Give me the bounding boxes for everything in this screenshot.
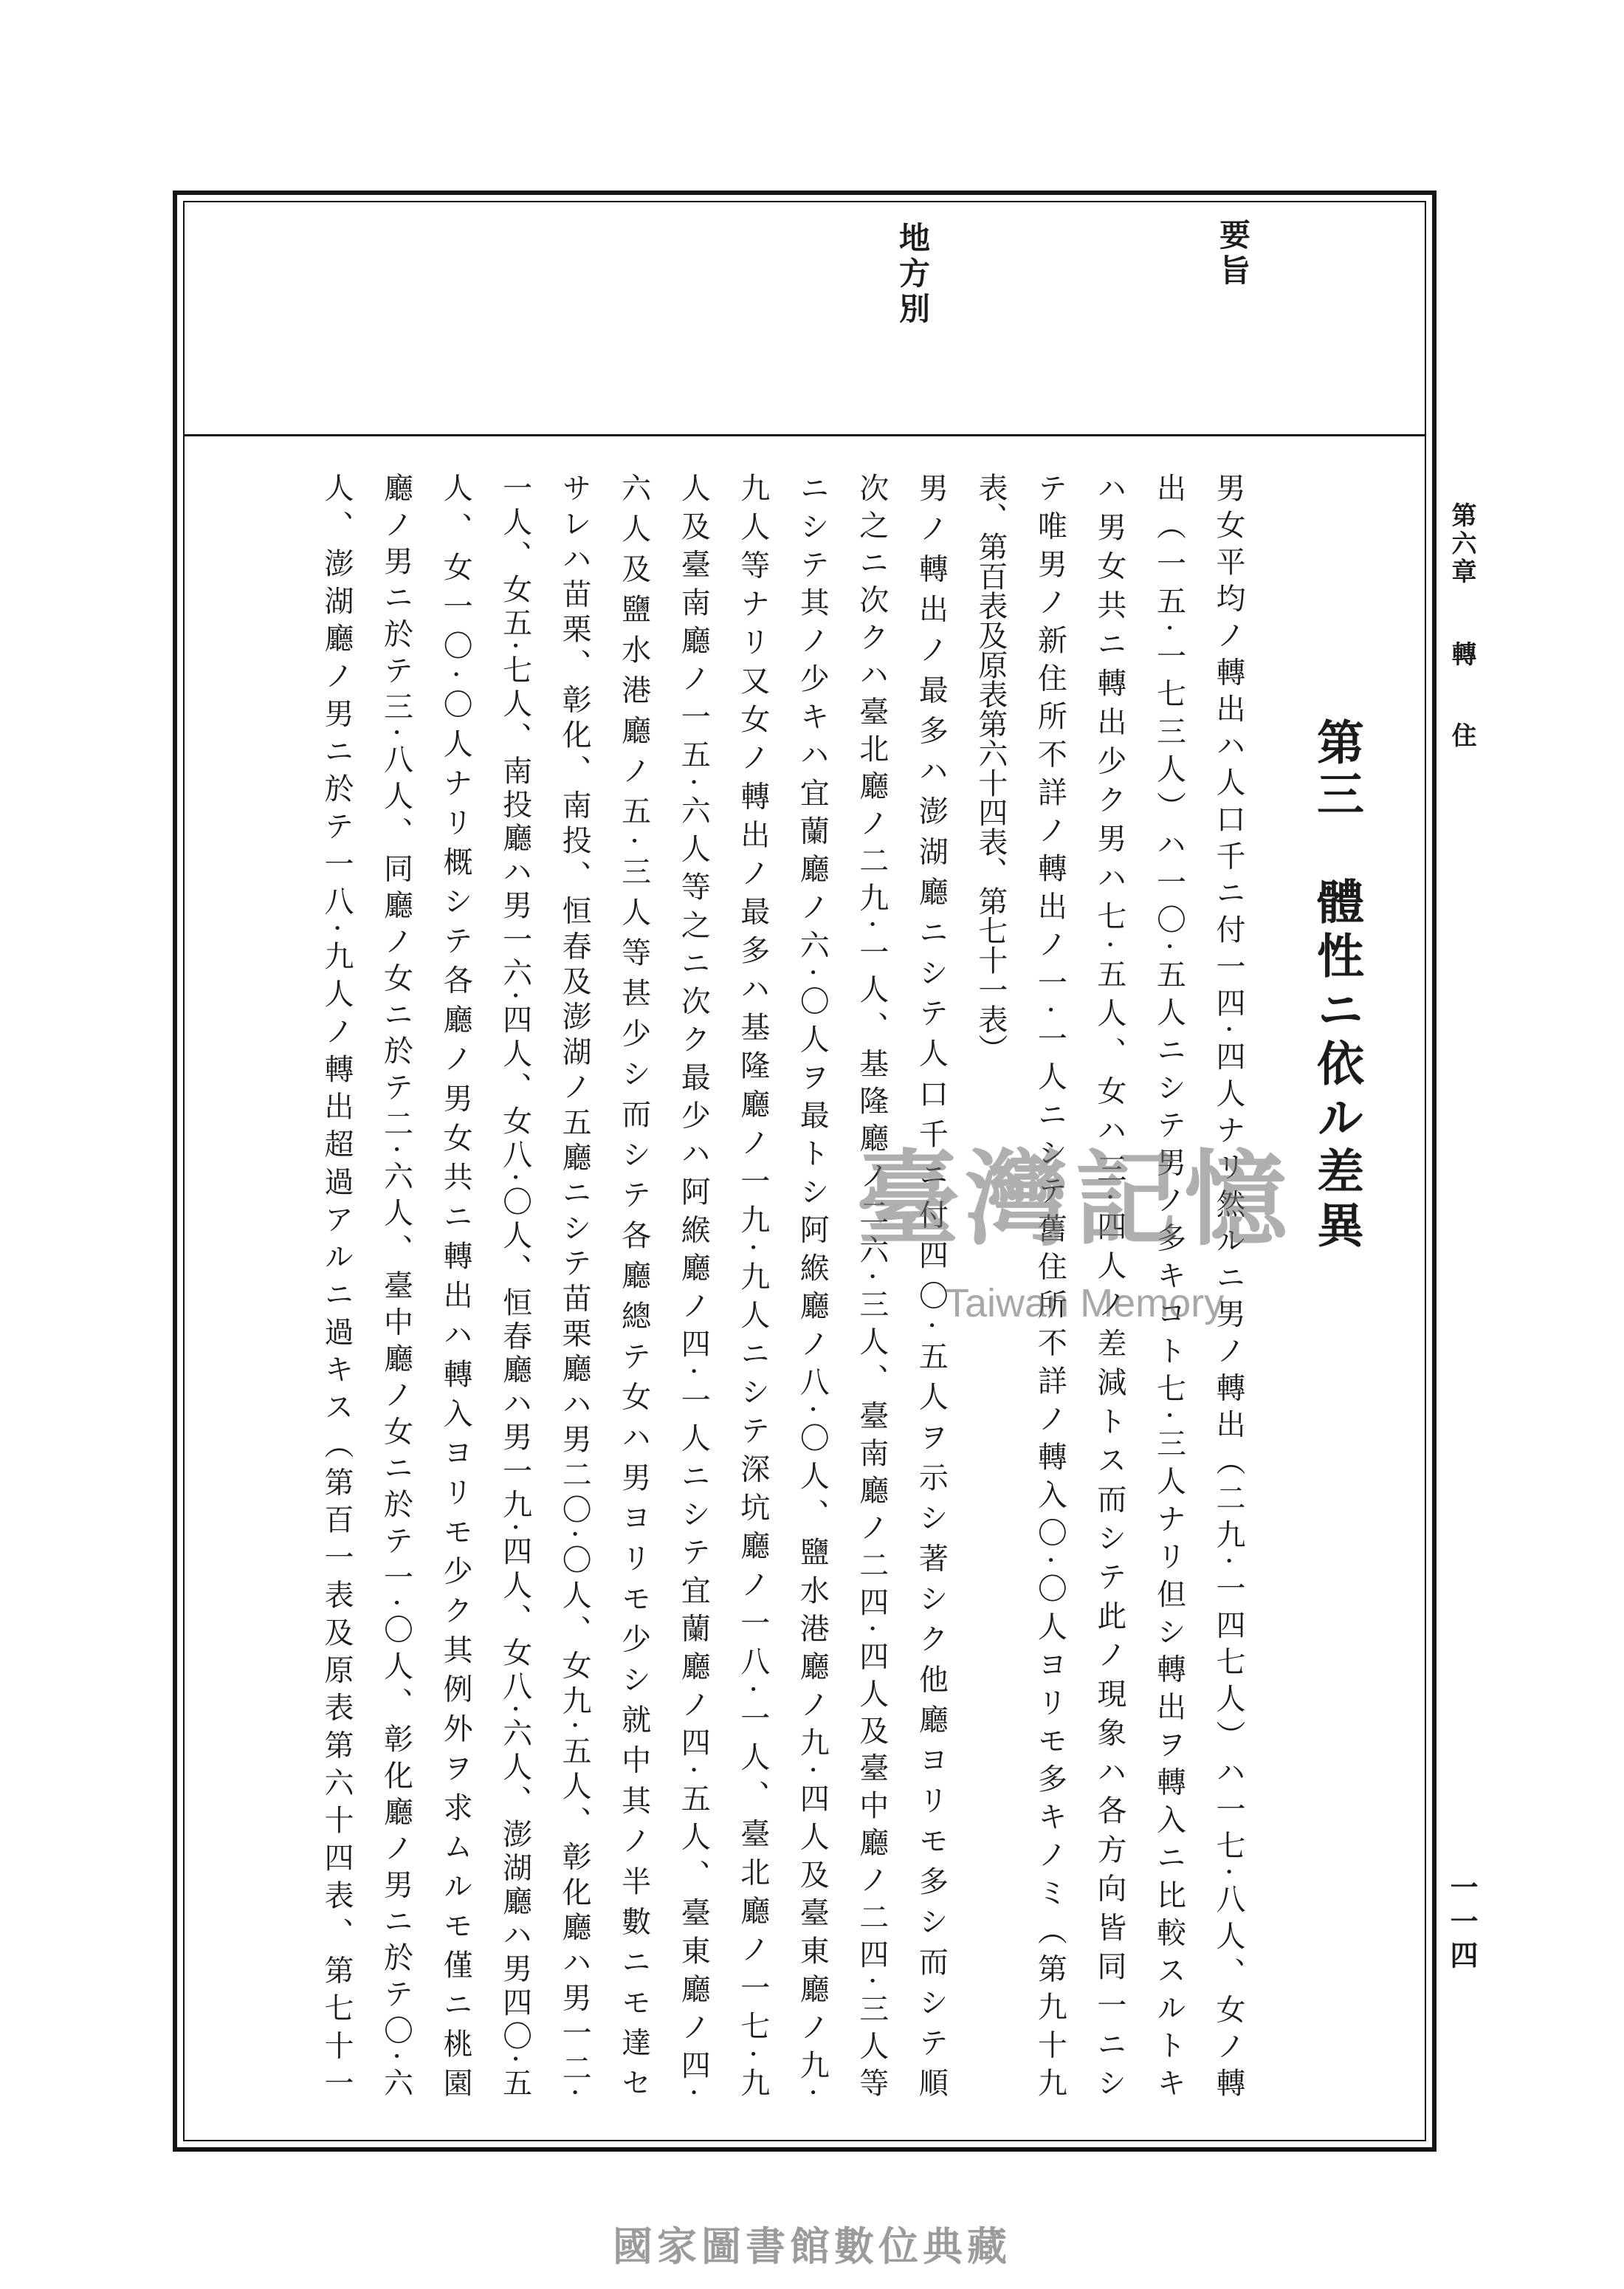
text-column: 表、第百表及原表第六十四表、第七十一表） <box>973 473 1008 1063</box>
text-column: 男ノ轉出ノ最多ハ澎湖廳ニシテ人口千ニ付四〇·五人ヲ示シ著シク他廳ヨリモ多シ而シテ順 <box>914 473 949 2097</box>
running-header <box>1444 502 1479 803</box>
watermark-logo-latin: Taiwan Memory <box>945 1281 1225 1325</box>
chapter-title: 轉住 <box>1447 641 1476 803</box>
margin-note-by-region: 地方別 <box>895 222 931 328</box>
text-column: 六人及鹽水港廳ノ五·三人等甚少シ而シテ各廳總テ女ハ男ヨリモ少シ就中其ノ半數ニモ達セ <box>616 473 651 2097</box>
text-column: ニシテ其ノ少キハ宜蘭廳ノ六·〇人ヲ最トシ阿緱廳ノ八·〇人、鹽水港廳ノ九·四人及臺東廳ノ九· <box>795 473 830 2097</box>
section-title: 體性ニ依ル差異 <box>1309 877 1364 1255</box>
text-column: サレハ苗栗、彰化、南投、恒春及澎湖ノ五廳ニシテ苗栗廳ハ男二〇·〇人、女九·五人、彰化廳ハ男一二· <box>557 473 592 2097</box>
text-column: 人、澎湖廳ノ男ニ於テ一八·九人ノ轉出超過アルニ過キス（第百一表及原表第六十四表、第七十一 <box>320 473 354 2097</box>
header-rule <box>183 434 1426 436</box>
text-column: 男女平均ノ轉出ハ人口千ニ付一四·四人ナリ然ルニ男ノ轉出（二九·一四七人）ハ一七·八人、女ノ轉 <box>1211 473 1245 2097</box>
text-column: テ唯男ノ新住所不詳ノ轉出ノ一·一人ニシテ舊住所不詳ノ轉入〇·〇人ヨリモ多キノミ（第九十九 <box>1033 473 1067 2097</box>
body-text <box>314 473 1250 2097</box>
text-column: 一人、女五·七人、南投廳ハ男一六·四人、女八·〇人、恒春廳ハ男一九·四人、女八·六人、澎湖廳ハ男四〇·五 <box>498 473 532 2097</box>
watermark-logo-text: 臺灣記憶 <box>856 1139 1294 1260</box>
chapter-label: 第六章 <box>1447 502 1476 586</box>
text-column: 出（一五·一七三人）ハ一〇·五人ニシテ男ノ多キコト七·三人ナリ但シ轉出ヲ轉入ニ比較スルトキ <box>1152 473 1186 2097</box>
text-column: ハ男女共ニ轉出少ク男ハ七·五人、女ハ三·四人ノ差減トス而シテ此ノ現象ハ各方向皆同一ニシ <box>1092 473 1126 2097</box>
text-column: 人、女一〇·〇人ナリ概シテ各廳ノ男女共ニ轉出ハ轉入ヨリモ少ク其例外ヲ求ムルモ僅ニ桃園 <box>438 473 473 2097</box>
text-column: 次之ニ次クハ臺北廳ノ二九·一人、基隆廳ノ二六·三人、臺南廳ノ二四·四人及臺中廳ノ二四·三人等 <box>854 473 889 2097</box>
text-column: 九人等ナリ又女ノ轉出ノ最多ハ基隆廳ノ一九·九人ニシテ深坑廳ノ一八·一人、臺北廳ノ一七·九 <box>735 473 770 2097</box>
text-column: 廳ノ男ニ於テ三·八人、同廳ノ女ニ於テ二·六人、臺中廳ノ女ニ於テ一·〇人、彰化廳ノ男ニ於テ〇·六 <box>379 473 413 2097</box>
footer-credit: 國家圖書館數位典藏 <box>613 2223 1011 2270</box>
section-heading <box>1305 718 1367 1294</box>
margin-note-gist: 要旨 <box>1215 219 1251 289</box>
page-number: 一一四 <box>1445 1873 1478 1974</box>
text-column: 人及臺南廳ノ一五·六人等之ニ次ク最少ハ阿緱廳ノ四·一人ニシテ宜蘭廳ノ四·五人、臺東廳ノ四· <box>676 473 711 2097</box>
section-number: 第三 <box>1309 718 1364 821</box>
